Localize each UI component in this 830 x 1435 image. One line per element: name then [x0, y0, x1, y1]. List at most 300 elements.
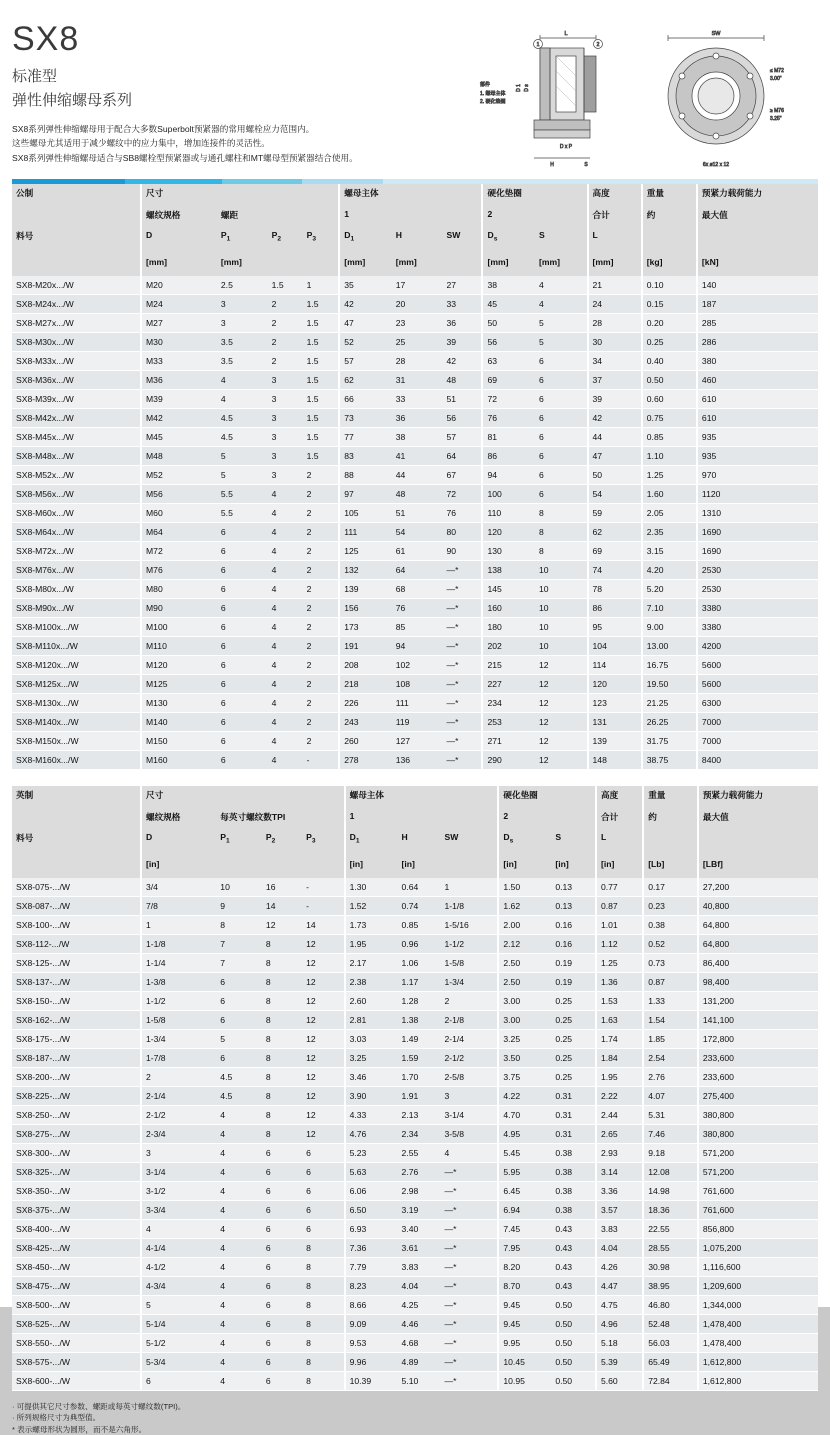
- table-cell: 4.68: [398, 1333, 441, 1352]
- table-row: [12, 915, 818, 934]
- table-cell: M33: [141, 351, 217, 370]
- table-row: [12, 332, 818, 351]
- table-cell: 4.22: [498, 1086, 551, 1105]
- table-row: [12, 1238, 818, 1257]
- imperial-h3-S: S: [551, 829, 596, 856]
- metric-h2-pitch: 螺距: [217, 206, 339, 227]
- table-cell: 460: [697, 370, 818, 389]
- table-cell: 0.25: [551, 1067, 596, 1086]
- table-row: [12, 276, 818, 295]
- table-cell: 10: [535, 617, 588, 636]
- table-cell: 2.76: [643, 1067, 698, 1086]
- table-cell: 9.45: [498, 1295, 551, 1314]
- table-cell: 6: [535, 351, 588, 370]
- table-cell: 2: [268, 332, 303, 351]
- table-cell: 3.61: [398, 1238, 441, 1257]
- dim-label-D1: D 1: [516, 84, 522, 92]
- table-cell: SX8-M45x.../W: [12, 427, 141, 446]
- table-cell: SX8-M42x.../W: [12, 408, 141, 427]
- table-cell: 66: [339, 389, 392, 408]
- table-cell: 1.5: [268, 276, 303, 295]
- table-cell: 7: [216, 934, 262, 953]
- imperial-h2-max: 最大值: [698, 808, 818, 829]
- table-cell: 24: [588, 294, 642, 313]
- imperial-h1-nutbody: 螺母主体: [345, 786, 499, 808]
- table-cell: 2: [303, 465, 340, 484]
- description-line-1: SX8系列弹性伸缩螺母用于配合大多数Superbolt预紧器的常用螺栓应力范围内。: [12, 124, 315, 134]
- table-row: [12, 934, 818, 953]
- table-cell: 4.46: [398, 1314, 441, 1333]
- table-cell: 4: [268, 712, 303, 731]
- table-cell: 1.53: [596, 991, 643, 1010]
- table-cell: 3: [440, 1086, 498, 1105]
- table-cell: 69: [588, 541, 642, 560]
- table-cell: 6.94: [498, 1200, 551, 1219]
- metric-h3-Ds: $D_s$: [482, 227, 535, 254]
- table-cell: SX8-M80x.../W: [12, 579, 141, 598]
- metric-h3-D1: $D_1$: [339, 227, 392, 254]
- table-row: [12, 446, 818, 465]
- table-cell: 35: [339, 276, 392, 295]
- table-cell: M56: [141, 484, 217, 503]
- table-cell: 2.44: [596, 1105, 643, 1124]
- table-cell: 23: [392, 313, 443, 332]
- table-cell: 1.49: [398, 1029, 441, 1048]
- table-cell: 5.5: [217, 503, 268, 522]
- table-cell: 38: [392, 427, 443, 446]
- table-cell: 1.52: [345, 896, 398, 915]
- dim-label-Ds: D s: [524, 84, 530, 92]
- table-cell: 41: [392, 446, 443, 465]
- table-cell: 4: [216, 1352, 262, 1371]
- table-cell: 0.16: [551, 934, 596, 953]
- table-cell: —*: [443, 617, 483, 636]
- table-cell: 8: [535, 503, 588, 522]
- table-cell: 2530: [697, 560, 818, 579]
- table-cell: —*: [440, 1295, 498, 1314]
- table-cell: 6: [262, 1276, 302, 1295]
- metric-h2-part1: 1: [339, 206, 482, 227]
- table-cell: 102: [392, 655, 443, 674]
- table-cell: 4.20: [642, 560, 697, 579]
- table-cell: 2: [303, 579, 340, 598]
- table-cell: 8: [262, 1010, 302, 1029]
- table-cell: SX8-112-.../W: [12, 934, 141, 953]
- table-cell: 108: [392, 674, 443, 693]
- table-cell: 1.5: [303, 294, 340, 313]
- table-cell: 6: [217, 598, 268, 617]
- table-cell: 8: [302, 1314, 345, 1333]
- table-cell: 6: [535, 446, 588, 465]
- table-cell: —*: [440, 1352, 498, 1371]
- table-cell: 1-1/4: [141, 953, 216, 972]
- table-cell: 0.25: [642, 332, 697, 351]
- table-cell: 7.45: [498, 1219, 551, 1238]
- table-cell: 111: [339, 522, 392, 541]
- table-cell: 4: [268, 541, 303, 560]
- imperial-h2-tpi: 每英寸螺纹数TPI: [216, 808, 344, 829]
- table-cell: 286: [697, 332, 818, 351]
- footnotes: [12, 1401, 818, 1435]
- table-row: [12, 972, 818, 991]
- table-cell: SX8-225-.../W: [12, 1086, 141, 1105]
- table-cell: 2.54: [643, 1048, 698, 1067]
- table-cell: 3: [268, 427, 303, 446]
- metric-table: [12, 184, 818, 770]
- table-cell: 3-3/4: [141, 1200, 216, 1219]
- table-cell: 0.38: [551, 1181, 596, 1200]
- table-cell: M76: [141, 560, 217, 579]
- table-cell: 0.60: [642, 389, 697, 408]
- table-cell: 56: [443, 408, 483, 427]
- table-cell: SX8-250-.../W: [12, 1105, 141, 1124]
- callout-2: 2: [596, 42, 600, 48]
- table-cell: 8: [302, 1333, 345, 1352]
- table-cell: 6: [217, 560, 268, 579]
- imperial-h3-weight: [643, 829, 698, 856]
- table-cell: 7/8: [141, 896, 216, 915]
- table-cell: 3.25: [345, 1048, 398, 1067]
- table-cell: 94: [482, 465, 535, 484]
- table-cell: 4.75: [596, 1295, 643, 1314]
- table-cell: 8: [302, 1276, 345, 1295]
- table-cell: 12: [302, 1029, 345, 1048]
- table-cell: SX8-M64x.../W: [12, 522, 141, 541]
- table-cell: 12: [302, 1124, 345, 1143]
- table-cell: 208: [339, 655, 392, 674]
- table-cell: 3: [141, 1143, 216, 1162]
- table-cell: 2.34: [398, 1124, 441, 1143]
- imperial-h1-weight: 重量: [643, 786, 698, 808]
- table-cell: 6300: [697, 693, 818, 712]
- table-cell: 571,200: [698, 1143, 818, 1162]
- imperial-h1-height: 高度: [596, 786, 643, 808]
- table-cell: 0.25: [551, 1029, 596, 1048]
- table-cell: 0.96: [398, 934, 441, 953]
- table-cell: 2.38: [345, 972, 398, 991]
- table-cell: 12: [262, 915, 302, 934]
- table-cell: 0.17: [643, 878, 698, 897]
- table-cell: 98,400: [698, 972, 818, 991]
- table-cell: 7: [216, 953, 262, 972]
- table-cell: 4.70: [498, 1105, 551, 1124]
- table-cell: 9.53: [345, 1333, 398, 1352]
- table-cell: —*: [440, 1333, 498, 1352]
- table-cell: 571,200: [698, 1162, 818, 1181]
- table-cell: 1-1/8: [440, 896, 498, 915]
- table-cell: 4: [268, 636, 303, 655]
- table-cell: M110: [141, 636, 217, 655]
- table-row: [12, 370, 818, 389]
- table-cell: 10.95: [498, 1371, 551, 1390]
- table-row: [12, 465, 818, 484]
- table-cell: M45: [141, 427, 217, 446]
- table-cell: 62: [339, 370, 392, 389]
- table-cell: 10: [535, 579, 588, 598]
- table-cell: 6: [262, 1219, 302, 1238]
- table-cell: 1.5: [303, 313, 340, 332]
- table-cell: M20: [141, 276, 217, 295]
- table-cell: 4.5: [216, 1086, 262, 1105]
- table-cell: 2-1/4: [440, 1029, 498, 1048]
- table-cell: M64: [141, 522, 217, 541]
- table-cell: 1.33: [643, 991, 698, 1010]
- table-cell: 4.47: [596, 1276, 643, 1295]
- table-cell: 1310: [697, 503, 818, 522]
- table-cell: 36: [443, 313, 483, 332]
- table-cell: SX8-075-.../W: [12, 878, 141, 897]
- table-cell: —*: [443, 579, 483, 598]
- table-cell: 131: [588, 712, 642, 731]
- table-cell: 76: [443, 503, 483, 522]
- technical-drawing: [478, 26, 808, 186]
- table-cell: 6: [217, 655, 268, 674]
- table-cell: 10: [216, 878, 262, 897]
- table-cell: 4: [216, 1124, 262, 1143]
- table-cell: 6: [217, 712, 268, 731]
- table-cell: 8.70: [498, 1276, 551, 1295]
- imperial-h1-load: 预紧力载荷能力: [698, 786, 818, 808]
- table-cell: —*: [443, 674, 483, 693]
- table-cell: SX8-325-.../W: [12, 1162, 141, 1181]
- table-cell: 0.64: [398, 878, 441, 897]
- table-cell: 1.36: [596, 972, 643, 991]
- table-cell: 77: [339, 427, 392, 446]
- table-cell: 935: [697, 446, 818, 465]
- table-cell: 6: [262, 1295, 302, 1314]
- table-cell: SX8-M140x.../W: [12, 712, 141, 731]
- metric-h2-threadspec: 螺纹规格: [141, 206, 217, 227]
- table-cell: 5.45: [498, 1143, 551, 1162]
- table-row: [12, 1067, 818, 1086]
- table-row: [12, 1200, 818, 1219]
- table-cell: —*: [440, 1219, 498, 1238]
- metric-h2-blank: [12, 206, 141, 227]
- table-cell: SX8-M150x.../W: [12, 731, 141, 750]
- table-cell: 6: [535, 484, 588, 503]
- table-cell: 39: [588, 389, 642, 408]
- table-cell: SX8-M52x.../W: [12, 465, 141, 484]
- table-cell: SX8-162-.../W: [12, 1010, 141, 1029]
- table-cell: 5.63: [345, 1162, 398, 1181]
- table-cell: M36: [141, 370, 217, 389]
- table-cell: 1.5: [303, 389, 340, 408]
- table-cell: 104: [588, 636, 642, 655]
- table-cell: 48: [392, 484, 443, 503]
- table-row: [12, 1124, 818, 1143]
- table-cell: 234: [482, 693, 535, 712]
- table-cell: 2.00: [498, 915, 551, 934]
- metric-h1-size: 尺寸: [141, 184, 339, 206]
- table-cell: SX8-M100x.../W: [12, 617, 141, 636]
- table-cell: 8: [262, 972, 302, 991]
- table-cell: 12: [535, 655, 588, 674]
- table-cell: 28: [392, 351, 443, 370]
- table-cell: 37: [588, 370, 642, 389]
- table-cell: SX8-M110x.../W: [12, 636, 141, 655]
- description-line-3: SX8系列弹性伸缩螺母适合与SB8螺栓型预紧器或与通孔螺柱和MT螺母型预紧器结合使用。: [12, 152, 358, 163]
- table-cell: 1.5: [303, 351, 340, 370]
- table-cell: 0.38: [551, 1143, 596, 1162]
- table-cell: 6: [535, 427, 588, 446]
- table-cell: 3-1/4: [141, 1162, 216, 1181]
- imperial-unit-9: [in]: [551, 856, 596, 878]
- table-cell: M120: [141, 655, 217, 674]
- table-cell: SX8-M130x.../W: [12, 693, 141, 712]
- table-cell: 148: [588, 750, 642, 769]
- table-cell: 4: [217, 389, 268, 408]
- table-row: [12, 655, 818, 674]
- table-cell: 138: [482, 560, 535, 579]
- table-cell: 7.10: [642, 598, 697, 617]
- note-325: 3.25": [770, 116, 782, 122]
- table-cell: 1.5: [303, 446, 340, 465]
- table-cell: 3: [268, 446, 303, 465]
- table-cell: 156: [339, 598, 392, 617]
- table-cell: SX8-150-.../W: [12, 991, 141, 1010]
- table-cell: 260: [339, 731, 392, 750]
- table-cell: M125: [141, 674, 217, 693]
- table-row: [12, 427, 818, 446]
- table-cell: SX8-350-.../W: [12, 1181, 141, 1200]
- table-cell: 16: [262, 878, 302, 897]
- table-cell: 51: [443, 389, 483, 408]
- table-cell: 26.25: [642, 712, 697, 731]
- table-cell: 0.43: [551, 1257, 596, 1276]
- imperial-table: [12, 786, 818, 1391]
- imperial-unit-1: [in]: [141, 856, 216, 878]
- table-cell: 4: [216, 1143, 262, 1162]
- table-row: [12, 484, 818, 503]
- table-cell: 6: [302, 1219, 345, 1238]
- table-cell: 1.12: [596, 934, 643, 953]
- table-cell: 1,478,400: [698, 1333, 818, 1352]
- table-row: [12, 1276, 818, 1295]
- imperial-h1-system: 英制: [12, 786, 141, 808]
- table-row: [12, 617, 818, 636]
- imperial-h2-part2: 2: [498, 808, 596, 829]
- table-cell: 62: [588, 522, 642, 541]
- table-cell: 7000: [697, 731, 818, 750]
- table-row: [12, 503, 818, 522]
- table-cell: SX8-M90x.../W: [12, 598, 141, 617]
- table-cell: 2530: [697, 579, 818, 598]
- metric-unit-7: [443, 254, 483, 276]
- imperial-unit-5: [in]: [345, 856, 398, 878]
- table-cell: 31.75: [642, 731, 697, 750]
- table-cell: 4: [268, 522, 303, 541]
- table-cell: 4: [216, 1200, 262, 1219]
- table-cell: 4: [268, 693, 303, 712]
- table-cell: 136: [392, 750, 443, 769]
- table-cell: 1.38: [398, 1010, 441, 1029]
- imperial-h3-partno: 料号: [12, 829, 141, 856]
- table-cell: 9.95: [498, 1333, 551, 1352]
- table-cell: M39: [141, 389, 217, 408]
- table-cell: 1.06: [398, 953, 441, 972]
- metric-h3-P2: $P_2$: [268, 227, 303, 254]
- table-cell: 4: [268, 484, 303, 503]
- table-cell: SX8-M76x.../W: [12, 560, 141, 579]
- table-cell: 17: [392, 276, 443, 295]
- table-cell: 2: [141, 1067, 216, 1086]
- table-cell: 14.98: [643, 1181, 698, 1200]
- table-cell: 34: [588, 351, 642, 370]
- table-cell: 6: [535, 408, 588, 427]
- table-cell: 94: [392, 636, 443, 655]
- table-cell: 76: [392, 598, 443, 617]
- table-cell: 3380: [697, 598, 818, 617]
- table-row: [12, 1048, 818, 1067]
- table-cell: —*: [440, 1257, 498, 1276]
- table-cell: 8: [302, 1371, 345, 1390]
- table-row: [12, 674, 818, 693]
- table-cell: 3: [217, 294, 268, 313]
- drawing-svg: [478, 26, 808, 186]
- imperial-unit-7: [440, 856, 498, 878]
- table-cell: 610: [697, 389, 818, 408]
- table-cell: 2-1/2: [440, 1048, 498, 1067]
- table-cell: —*: [443, 598, 483, 617]
- table-cell: 72.84: [643, 1371, 698, 1390]
- table-row: [12, 351, 818, 370]
- table-cell: 1690: [697, 541, 818, 560]
- table-cell: 4.89: [398, 1352, 441, 1371]
- table-cell: 3.46: [345, 1067, 398, 1086]
- table-cell: 76: [482, 408, 535, 427]
- table-cell: 44: [392, 465, 443, 484]
- table-cell: 5600: [697, 674, 818, 693]
- table-cell: 6: [216, 1010, 262, 1029]
- metric-header-row-1: [12, 184, 818, 206]
- table-cell: 0.50: [551, 1314, 596, 1333]
- table-cell: 5-1/2: [141, 1333, 216, 1352]
- table-cell: 47: [588, 446, 642, 465]
- table-row: [12, 1010, 818, 1029]
- table-row: [12, 541, 818, 560]
- table-cell: 3.57: [596, 1200, 643, 1219]
- table-cell: 6: [302, 1181, 345, 1200]
- metric-h2-total: 合计: [588, 206, 642, 227]
- metric-h1-washer: 硬化垫圈: [482, 184, 587, 206]
- table-cell: SX8-400-.../W: [12, 1219, 141, 1238]
- table-cell: 3.15: [642, 541, 697, 560]
- table-cell: 4.5: [217, 408, 268, 427]
- table-cell: 0.19: [551, 953, 596, 972]
- imperial-unit-11: [Lb]: [643, 856, 698, 878]
- table-cell: 38: [482, 276, 535, 295]
- table-cell: 3/4: [141, 878, 216, 897]
- table-cell: 0.16: [551, 915, 596, 934]
- table-cell: 4: [268, 598, 303, 617]
- table-cell: 0.31: [551, 1124, 596, 1143]
- table-cell: 119: [392, 712, 443, 731]
- table-cell: 6: [535, 389, 588, 408]
- table-cell: 95: [588, 617, 642, 636]
- table-cell: 1.73: [345, 915, 398, 934]
- table-cell: 7.79: [345, 1257, 398, 1276]
- table-cell: 30.98: [643, 1257, 698, 1276]
- table-cell: 4: [268, 731, 303, 750]
- imperial-h3-D1: $D_1$: [345, 829, 398, 856]
- table-cell: 6: [217, 693, 268, 712]
- table-cell: 4: [216, 1238, 262, 1257]
- table-cell: 2: [303, 541, 340, 560]
- table-cell: 130: [482, 541, 535, 560]
- table-cell: M42: [141, 408, 217, 427]
- subtitle-secondary: 弹性伸缩螺母系列: [12, 92, 133, 109]
- table-cell: 3.25: [498, 1029, 551, 1048]
